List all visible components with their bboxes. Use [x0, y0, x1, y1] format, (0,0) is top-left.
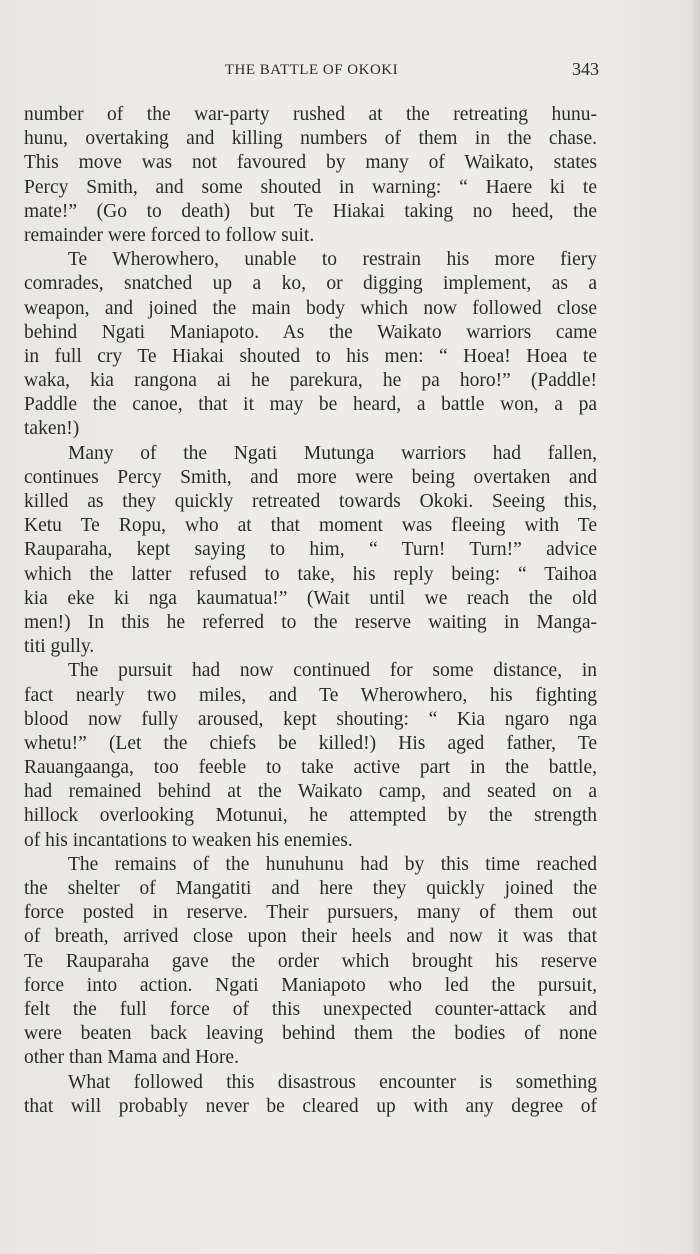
text-line: killed as they quickly retreated towards Okoki. Seeing this, [24, 491, 597, 512]
text-line: which the latter refused to take, his reply being: “ Taihoa [24, 563, 597, 585]
text-line: This move was not favoured by many of Waikato, states [24, 152, 597, 174]
text-line: Many of the Ngati Mutunga warriors had fallen, [68, 442, 597, 464]
text-line: had remained behind at the Waikato camp, and seated on a [24, 781, 597, 803]
text-line: felt the full force of this unexpected counter-attack and [24, 998, 597, 1020]
text-line: The pursuit had now continued for some distance, in [68, 660, 597, 682]
text-line: remainder were forced to follow suit. [24, 224, 315, 246]
text-line: Te Rauparaha gave the order which brought his reserve [24, 950, 597, 972]
text-line: that will probably never be cleared up with any degree of [24, 1095, 597, 1117]
text-line: force posted in reserve. Their pursuers, many of them out [24, 902, 597, 924]
text-line: taken!) [24, 418, 80, 440]
text-line: the shelter of Mangatiti and here they quickly joined the [24, 878, 597, 899]
text-line: Te Wherowhero, unable to restrain his more fiery [68, 249, 597, 271]
text-line: The remains of the hunuhunu had by this time reached [68, 853, 597, 875]
text-line: whetu!” (Let the chiefs be killed!) His aged father, Te [24, 732, 597, 754]
text-line: mate!” (Go to death) but Te Hiakai taking no heed, the [24, 200, 597, 222]
text-line: continues Percy Smith, and more were being overtaken and [24, 466, 597, 488]
page-header [24, 58, 599, 86]
body-text [24, 103, 597, 1119]
text-line: comrades, snatched up a ko, or digging implement, as a [24, 273, 597, 295]
text-line: titi gully. [24, 636, 95, 658]
text-line: of breath, arrived close upon their heels and now it was that [24, 926, 597, 948]
text-line: were beaten back leaving behind them the bodies of none [24, 1023, 597, 1045]
running-title: THE BATTLE OF OKOKI [224, 62, 399, 78]
text-line: hunu, overtaking and killing numbers of them in the chase. [24, 128, 597, 150]
text-line: in full cry Te Hiakai shouted to his men: “ Hoea! Hoea te [24, 345, 597, 367]
text-line: hillock overlooking Motunui, he attempted by the strength [24, 805, 597, 827]
text-line: number of the war-party rushed at the retreating hunu- [24, 104, 597, 125]
page-edge-shadow [690, 0, 700, 1254]
text-line: What followed this disastrous encounter is something [68, 1071, 597, 1093]
text-line: Rauparaha, kept saying to him, “ Turn! Turn!” advice [24, 539, 597, 561]
text-line: Ketu Te Ropu, who at that moment was fleeing with Te [24, 515, 597, 537]
text-line: Percy Smith, and some shouted in warning: “ Haere ki te [24, 176, 597, 198]
text-line: kia eke ki nga kaumatua!” (Wait until we reach the old [24, 587, 597, 609]
text-line: weapon, and joined the main body which now followed close [24, 297, 597, 319]
text-line: force into action. Ngati Maniapoto who led the pursuit, [24, 974, 597, 996]
text-line: fact nearly two miles, and Te Wherowhero, his fighting [24, 684, 597, 706]
text-line: Paddle the canoe, that it may be heard, a battle won, a pa [24, 394, 597, 416]
page-number: 343 [572, 59, 599, 79]
text-line: of his incantations to weaken his enemies. [24, 829, 353, 851]
text-line: blood now fully aroused, kept shouting: “ Kia ngaro nga [24, 708, 597, 730]
text-line: waka, kia rangona ai he parekura, he pa horo!” (Paddle! [24, 370, 597, 392]
text-line: men!) In this he referred to the reserve waiting in Manga- [24, 611, 597, 633]
text-line: other than Mama and Hore. [24, 1047, 239, 1069]
text-line: behind Ngati Maniapoto. As the Waikato warriors came [24, 321, 597, 343]
text-line: Rauangaanga, too feeble to take active part in the battle, [24, 757, 597, 779]
